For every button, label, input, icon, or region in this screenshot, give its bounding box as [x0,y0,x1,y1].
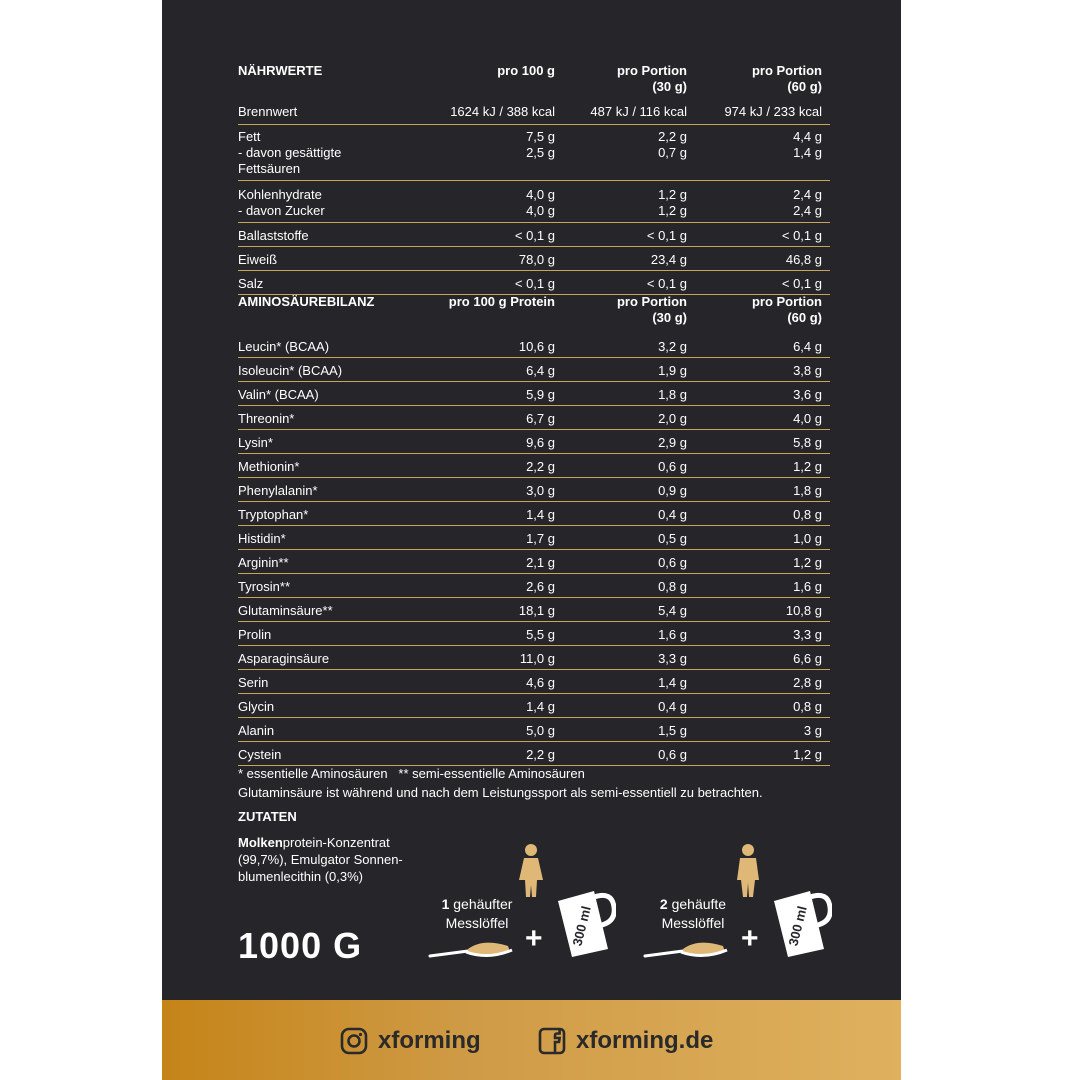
table-row [238,742,830,766]
value-60g: 2,4 g [793,187,822,202]
col-header-100g: pro 100 g [497,63,555,78]
value-60g: 3,8 g [793,363,822,378]
value-30g: 487 kJ / 116 kcal [590,104,687,119]
col-header-60g: pro Portion (60 g) [751,63,822,94]
value-100g: 2,5 g [526,145,555,160]
amino-name: Arginin** [238,555,289,570]
value-30g: 3,3 g [658,651,687,666]
table-row [238,382,830,406]
value-30g: 2,9 g [658,435,687,450]
value-60g: 2,4 g [793,203,822,218]
value-100g-protein: 2,2 g [526,747,555,762]
value-30g: 0,7 g [658,145,687,160]
value-100g: 4,0 g [526,203,555,218]
value-60g: 1,2 g [793,555,822,570]
ingredients-rest: protein-Konzentrat (99,7%), Emulgator Sonnen-blumenlecithin (0,3%) [238,835,403,884]
value-100g-protein: 11,0 g [519,651,555,666]
amino-rows [238,334,830,766]
value-30g: 0,5 g [658,531,687,546]
value-60g: < 0,1 g [781,228,822,243]
value-30g: 2,2 g [658,129,687,144]
amino-name: Histidin* [238,531,286,546]
table-row [238,181,830,223]
serving-label-text: Messlöffel [445,915,509,931]
value-60g: 1,4 g [793,145,822,160]
nutrient-name: Brennwert [238,104,298,119]
amino-name: Cystein [238,747,282,762]
value-60g: 4,4 g [793,129,822,144]
value-100g: 1624 kJ / 388 kcal [450,104,555,119]
cup-label: 300 ml [785,904,810,948]
value-100g-protein: 5,0 g [526,723,555,738]
value-30g: 0,8 g [658,579,687,594]
col-header-100g-protein: pro 100 g Protein [448,294,555,309]
value-100g-protein: 4,6 g [526,675,555,690]
nutrient-name: Kohlenhydrate [238,187,322,202]
table-row [238,271,830,295]
footer-band [162,1000,901,1080]
amino-name: Serin [238,675,269,690]
nutrient-name: Salz [238,276,264,291]
value-60g: 0,8 g [793,699,822,714]
amino-name: Phenylalanin* [238,483,318,498]
serving-count: 2 [659,896,668,912]
amino-table [238,294,830,766]
value-100g: 78,0 g [518,252,555,267]
serving-label-text: gehäufter [449,896,513,912]
table-row [238,526,830,550]
table-row [238,247,830,271]
value-60g: 3 g [803,723,822,738]
amino-name: Glycin [238,699,275,714]
table-row [238,598,830,622]
nutrition-table [238,63,830,295]
nutrient-subname: - davon Zucker [238,203,325,218]
instagram-handle: xforming [378,1027,481,1054]
value-30g: 5,4 g [658,603,687,618]
amino-title: AMINOSÄUREBILANZ [238,294,375,309]
nutrition-title: NÄHRWERTE [238,63,323,78]
value-30g: 0,9 g [658,483,687,498]
value-100g-protein: 5,9 g [526,387,555,402]
value-60g: 0,8 g [793,507,822,522]
value-60g: 6,6 g [793,651,822,666]
value-60g: 10,8 g [785,603,822,618]
facebook-icon [538,1027,566,1055]
table-row [238,125,830,181]
facebook-handle: xforming.de [576,1027,714,1054]
value-60g: 2,8 g [793,675,822,690]
value-30g: 1,4 g [658,675,687,690]
amino-name: Threonin* [238,411,295,426]
table-row [238,406,830,430]
nutrient-name: Fett [238,129,261,144]
nutrient-name: Ballaststoffe [238,228,309,243]
amino-name: Leucin* (BCAA) [238,339,330,354]
table-row [238,478,830,502]
nutrition-header [238,63,830,99]
ingredients-title: ZUTATEN [238,809,297,824]
footnotes [238,764,763,802]
facebook-link[interactable] [538,1027,713,1055]
table-row [238,99,830,125]
cup-label: 300 ml [569,904,594,948]
instagram-link[interactable] [340,1027,481,1055]
table-row [238,550,830,574]
value-60g: 4,0 g [793,411,822,426]
amino-name: Glutaminsäure** [238,603,333,618]
value-60g: 5,8 g [793,435,822,450]
amino-name: Isoleucin* (BCAA) [238,363,343,378]
plus-sign: + [741,922,759,955]
value-30g: 1,8 g [658,387,687,402]
table-row [238,502,830,526]
serving-label-text: gehäufte [667,896,727,912]
value-30g: 2,0 g [658,411,687,426]
amino-name: Valin* (BCAA) [238,387,319,402]
value-30g: 1,2 g [658,203,687,218]
value-30g: 1,5 g [658,723,687,738]
value-30g: 0,6 g [658,747,687,762]
table-row [238,670,830,694]
table-row [238,622,830,646]
value-100g: < 0,1 g [514,228,555,243]
table-row [238,358,830,382]
woman-icon [516,843,546,899]
col-header-60g: pro Portion (60 g) [751,294,822,325]
ingredients-text [238,834,428,885]
value-30g: 1,6 g [658,627,687,642]
value-100g-protein: 5,5 g [526,627,555,642]
amino-name: Methionin* [238,459,300,474]
table-row [238,334,830,358]
amino-name: Prolin [238,627,272,642]
serving-label-2 [648,895,738,933]
value-100g-protein: 1,4 g [526,507,555,522]
value-100g-protein: 2,1 g [526,555,555,570]
value-100g-protein: 18,1 g [518,603,555,618]
nutrient-name: Eiweiß [238,252,278,267]
amino-name: Tyrosin** [238,579,291,594]
table-row [238,646,830,670]
serving-count: 1 [441,896,450,912]
value-60g: 1,2 g [793,459,822,474]
table-row [238,694,830,718]
col-header-30g: pro Portion (30 g) [616,294,687,325]
value-60g: 6,4 g [793,339,822,354]
table-row [238,430,830,454]
value-100g: < 0,1 g [514,276,555,291]
value-30g: < 0,1 g [646,228,687,243]
value-60g: 1,2 g [793,747,822,762]
value-60g: 3,6 g [793,387,822,402]
instagram-icon [340,1027,368,1055]
ingredients-bold: Molken [238,835,283,850]
table-row [238,574,830,598]
value-30g: 0,4 g [658,507,687,522]
footnote-line: Glutaminsäure ist während und nach dem Leistungssport als semi-essentiell zu betrachten. [238,785,763,800]
value-100g-protein: 9,6 g [526,435,555,450]
table-row [238,223,830,247]
amino-name: Tryptophan* [238,507,309,522]
footnote-line: * essentielle Aminosäuren ** semi-essentielle Aminosäuren [238,766,585,781]
value-60g: 3,3 g [793,627,822,642]
value-100g: 7,5 g [526,129,555,144]
col-header-30g: pro Portion (30 g) [616,63,687,94]
value-30g: 0,4 g [658,699,687,714]
value-60g: 1,0 g [793,531,822,546]
serving-label-1 [432,895,522,933]
value-100g-protein: 2,6 g [526,579,555,594]
amino-name: Lysin* [238,435,273,450]
value-30g: 3,2 g [658,339,687,354]
value-100g-protein: 6,4 g [526,363,555,378]
value-30g: 1,9 g [658,363,687,378]
serving-label-text: Messlöffel [661,915,725,931]
value-30g: 0,6 g [658,459,687,474]
man-icon [733,843,763,899]
plus-sign: + [525,922,543,955]
table-row [238,718,830,742]
value-60g: 1,6 g [793,579,822,594]
cup-icon [766,887,832,959]
value-100g-protein: 10,6 g [518,339,555,354]
amino-name: Asparaginsäure [238,651,330,666]
cup-icon [550,887,616,959]
scoop-icon [643,938,729,962]
value-30g: 23,4 g [650,252,687,267]
value-100g-protein: 6,7 g [526,411,555,426]
value-30g: 0,6 g [658,555,687,570]
amino-name: Alanin [238,723,275,738]
value-60g: 46,8 g [785,252,822,267]
value-30g: 1,2 g [658,187,687,202]
scoop-icon [428,938,514,962]
value-100g: 4,0 g [526,187,555,202]
value-100g-protein: 3,0 g [526,483,555,498]
amino-header [238,294,830,334]
value-100g-protein: 2,2 g [526,459,555,474]
value-60g: < 0,1 g [781,276,822,291]
value-60g: 1,8 g [793,483,822,498]
value-30g: < 0,1 g [646,276,687,291]
value-100g-protein: 1,7 g [526,531,555,546]
value-60g: 974 kJ / 233 kcal [724,104,822,119]
value-100g-protein: 1,4 g [526,699,555,714]
nutrient-subname: - davon gesättigte Fettsäuren [238,145,342,176]
net-weight: 1000 G [238,925,363,966]
table-row [238,454,830,478]
